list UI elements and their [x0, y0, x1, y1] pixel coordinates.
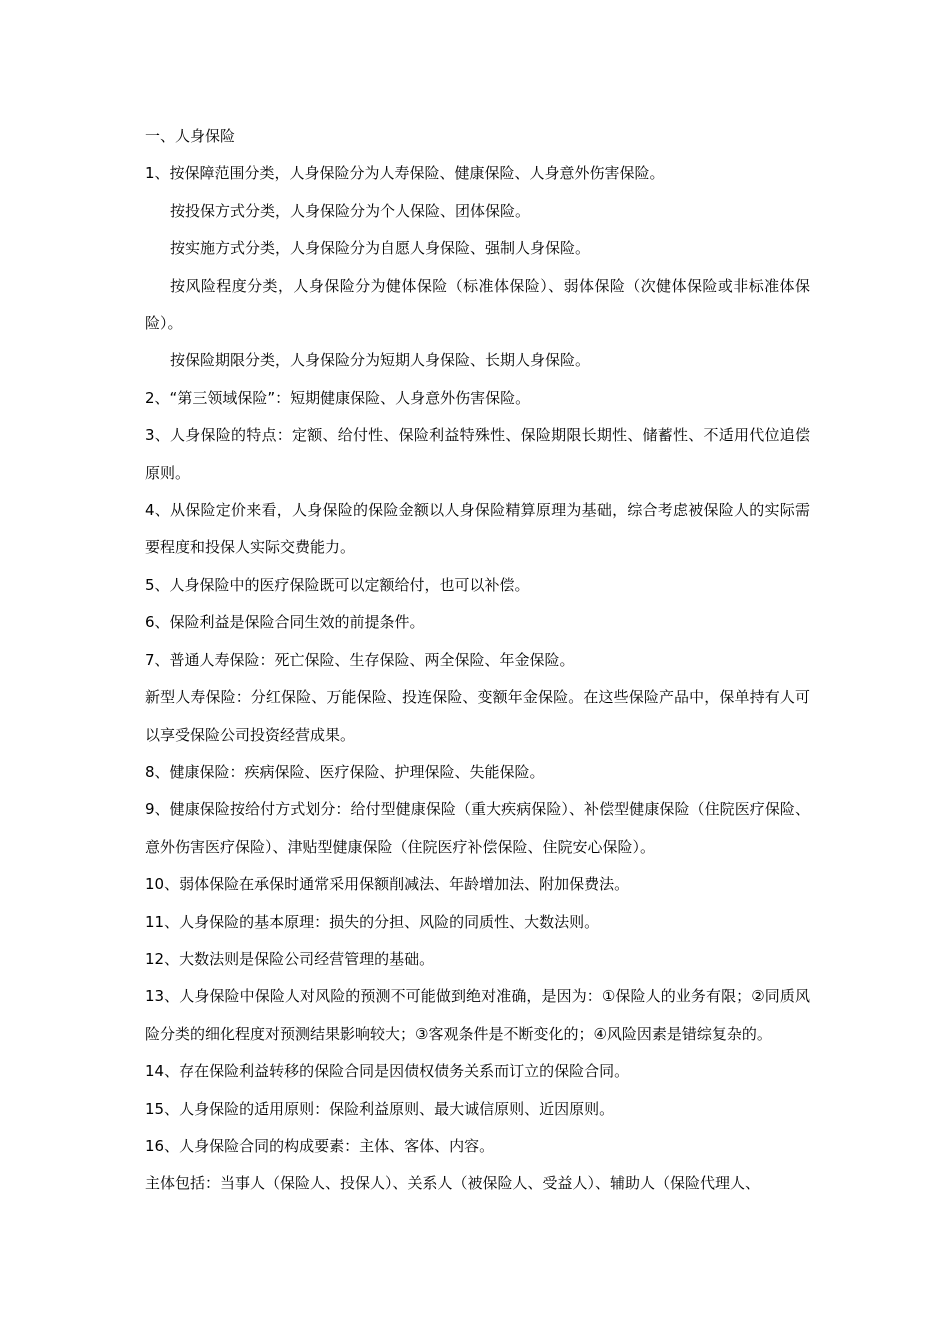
paragraph-2: 2、“第三领域保险”：短期健康保险、人身意外伤害保险。 [145, 388, 531, 407]
paragraph-8: 8、健康保险：疾病保险、医疗保险、护理保险、失能保险。 [145, 762, 545, 781]
paragraph-1-sub-4: 按保险期限分类，人身保险分为短期人身保险、长期人身保险。 [170, 351, 591, 370]
paragraph-5: 5、人身保险中的医疗保险既可以定额给付，也可以补偿。 [145, 575, 530, 594]
paragraph-11: 11、人身保险的基本原理：损失的分担、风险的同质性、大数法则。 [145, 912, 600, 931]
paragraph-1-sub-3: 按风险程度分类，人身保险分为健体保险（标准体保险）、弱体保险（次健体保险或非标准体保险）。 [145, 276, 810, 333]
paragraph-16: 16、人身保险合同的构成要素：主体、客体、内容。 [145, 1136, 495, 1155]
paragraph-13: 13、人身保险中保险人对风险的预测不可能做到绝对准确，是因为：①保险人的业务有限；②同质风险分类的细化程度对预测结果影响较大；③客观条件是不断变化的；④风险因素是错综复杂的。 [145, 987, 810, 1043]
paragraph-9: 9、健康保险按给付方式划分：给付型健康保险（重大疾病保险）、补偿型健康保险（住院医疗保险、意外伤害医疗保险）、津贴型健康保险（住院医疗补偿保险、住院安心保险）。 [145, 800, 810, 856]
paragraph-1: 1、按保障范围分类，人身保险分为人寿保险、健康保险、人身意外伤害保险。 [145, 164, 665, 183]
paragraph-16-sub: 主体包括：当事人（保险人、投保人）、关系人（被保险人、受益人）、辅助人（保险代理人、 [145, 1174, 761, 1193]
paragraph-15: 15、人身保险的适用原则：保险利益原则、最大诚信原则、近因原则。 [145, 1099, 615, 1118]
paragraph-4: 4、从保险定价来看，人身保险的保险金额以人身保险精算原理为基础，综合考虑被保险人的实际需要程度和投保人实际交费能力。 [145, 501, 810, 557]
section-heading: 一、人身保险 [145, 127, 236, 145]
document-body [145, 118, 810, 1203]
paragraph-12: 12、大数法则是保险公司经营管理的基础。 [145, 949, 435, 968]
paragraph-1-sub-2: 按实施方式分类，人身保险分为自愿人身保险、强制人身保险。 [170, 239, 591, 258]
paragraph-1-sub-1: 按投保方式分类，人身保险分为个人保险、团体保险。 [170, 201, 531, 220]
paragraph-7: 7、普通人寿保险：死亡保险、生存保险、两全保险、年金保险。 [145, 650, 575, 669]
paragraph-3: 3、人身保险的特点：定额、给付性、保险利益特殊性、保险期限长期性、储蓄性、不适用代位追偿原则。 [145, 426, 810, 482]
paragraph-14: 14、存在保险利益转移的保险合同是因债权债务关系而订立的保险合同。 [145, 1062, 630, 1081]
paragraph-7-sub: 新型人寿保险：分红保险、万能保险、投连保险、变额年金保险。在这些保险产品中，保单持有人可以享受保险公司投资经营成果。 [145, 688, 810, 744]
paragraph-6: 6、保险利益是保险合同生效的前提条件。 [145, 613, 425, 632]
paragraph-10: 10、弱体保险在承保时通常采用保额削减法、年龄增加法、附加保费法。 [145, 875, 630, 894]
